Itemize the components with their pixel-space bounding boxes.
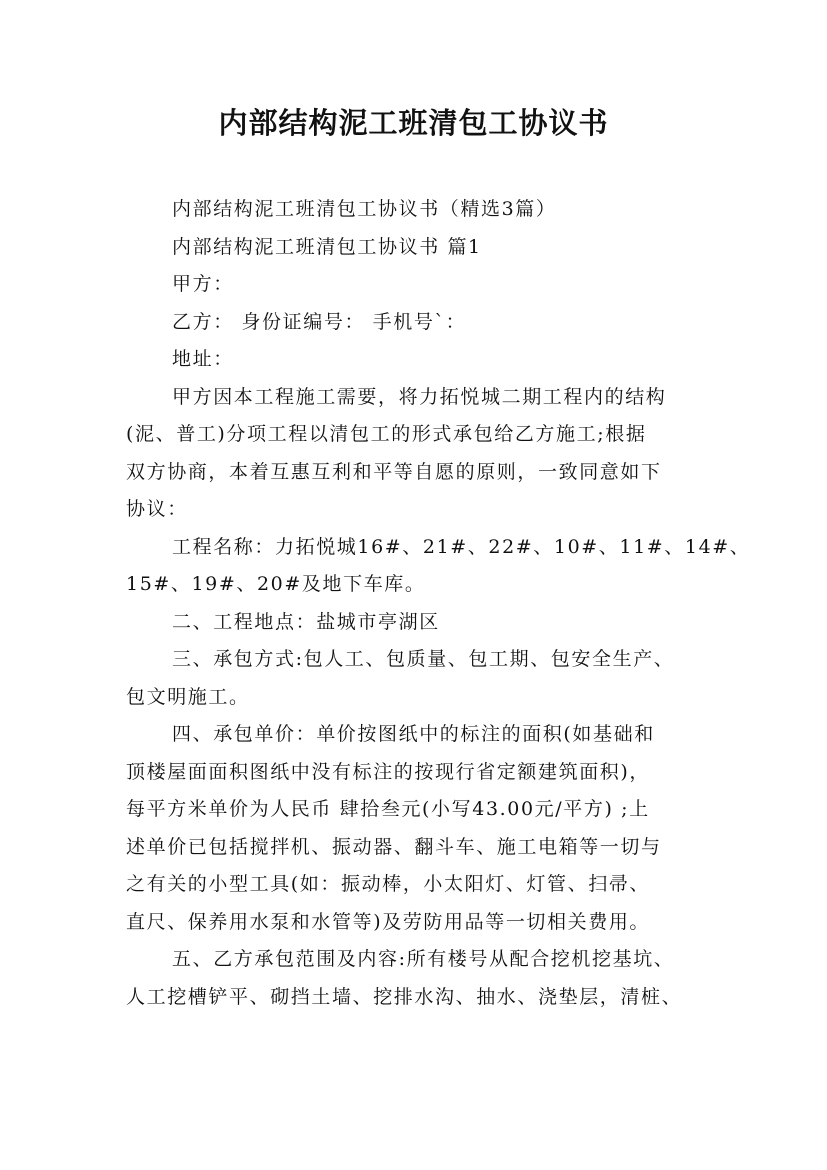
text-line: 人工挖槽铲平、砌挡土墙、挖排水沟、抽水、浇垫层，清桩、: [126, 985, 683, 1008]
text-line: 顶楼屋面面积图纸中没有标注的按现行省定额建筑面积)，: [126, 760, 651, 783]
text-line: (泥、普工)分项工程以清包工的形式承包给乙方施工;根据: [126, 423, 647, 445]
text-line: 包文明施工。: [126, 685, 250, 708]
text-line: 述单价已包括搅拌机、振动器、翻斗车、施工电箱等一切与: [126, 835, 662, 858]
document-title: 内部结构泥工班清包工协议书: [218, 106, 609, 140]
text-line: 四、承包单价：单价按图纸中的标注的面积(如基础和: [172, 723, 655, 745]
text-line: 地址：: [172, 348, 234, 370]
text-line: 每平方米单价为人民币 肆拾叁元(小写43.00元/平方) ;上: [126, 798, 650, 820]
text-line: 甲方因本工程施工需要，将力拓悦城二期工程内的结构: [172, 385, 667, 408]
text-line: 五、乙方承包范围及内容:所有楼号从配合挖机挖基坑、: [172, 948, 675, 970]
text-line: 之有关的小型工具(如：振动棒，小太阳灯、灯管、扫帚、: [126, 873, 651, 895]
text-line: 双方协商，本着互惠互利和平等自愿的原则，一致同意如下: [126, 460, 662, 483]
text-line: 内部结构泥工班清包工协议书（精选3篇）: [172, 198, 557, 220]
text-line: 三、承包方式:包人工、包质量、包工期、包安全生产、: [172, 648, 675, 670]
document-body: [126, 191, 751, 1016]
text-line: 甲方：: [172, 273, 234, 295]
text-line: 乙方： 身份证编号： 手机号`：: [172, 310, 467, 333]
text-line: 直尺、保养用水泵和水管等)及劳防用品等一切相关费用。: [126, 910, 651, 933]
text-line: 工程名称：力拓悦城16#、21#、22#、10#、11#、14#、: [172, 535, 751, 558]
text-line: 二、工程地点：盐城市亭湖区: [172, 610, 440, 633]
text-line: 15#、19#、20#及地下车库。: [126, 573, 426, 595]
text-line: 内部结构泥工班清包工协议书 篇1: [172, 235, 482, 258]
text-line: 协议：: [126, 498, 188, 520]
